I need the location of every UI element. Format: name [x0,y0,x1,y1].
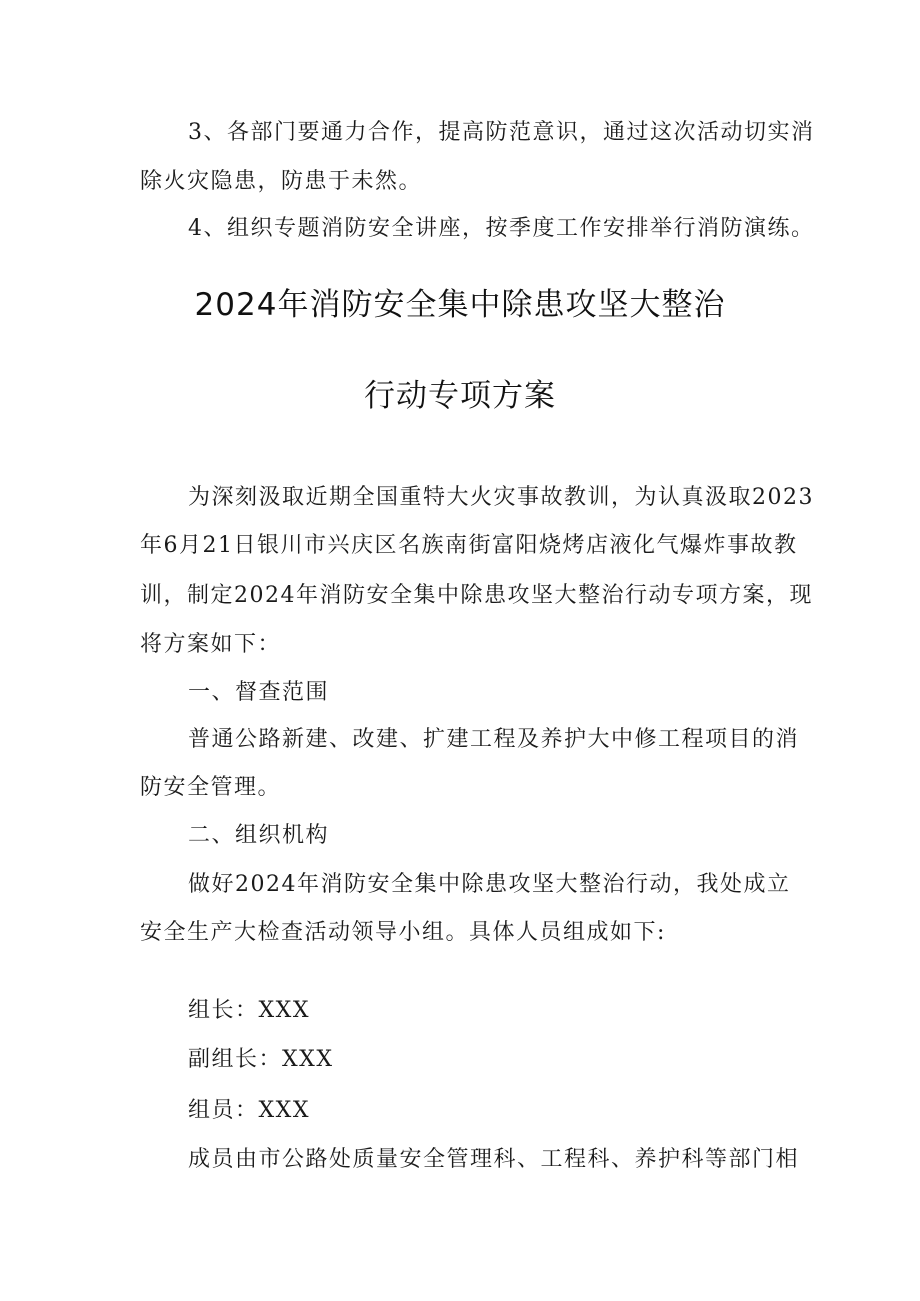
intro-paragraph-line-1: 为深刻汲取近期全国重特大火灾事故教训，为认真汲取2023 [188,485,814,510]
intro-paragraph-line-4: 将方案如下： [140,632,282,657]
section-2-heading: 二、组织机构 [188,823,330,848]
section-2-line-1: 做好2024年消防安全集中除患攻坚大整治行动，我处成立 [188,872,791,897]
section-2-line-2: 安全生产大检查活动领导小组。具体人员组成如下: [140,920,666,945]
member-staff: 组员：XXX [188,1098,310,1123]
section-1-line-1: 普通公路新建、改建、扩建工程及养护大中修工程项目的消 [188,727,800,752]
list-item-3-line-1: 3、各部门要通力合作，提高防范意识，通过这次活动切实消 [188,120,815,145]
list-item-4: 4、组织专题消防安全讲座，按季度工作安排举行消防演练。 [188,216,815,241]
document-title-line-2: 行动专项方案 [364,378,556,414]
document-title-line-1: 2024年消防安全集中除患攻坚大整治 [194,287,726,323]
list-item-3-line-2: 除火灾隐患，防患于未然。 [140,169,423,194]
member-deputy: 副组长：XXX [188,1047,334,1072]
intro-paragraph-line-2: 年6月21日银川市兴庆区名族南街富阳烧烤店液化气爆炸事故教 [140,533,798,558]
intro-paragraph-line-3: 训，制定2024年消防安全集中除患攻坚大整治行动专项方案，现 [140,583,813,608]
members-note-line-1: 成员由市公路处质量安全管理科、工程科、养护科等部门相 [188,1147,800,1172]
member-leader: 组长：XXX [188,998,310,1023]
section-1-heading: 一、督查范围 [188,680,330,705]
section-1-line-2: 防安全管理。 [140,775,282,800]
